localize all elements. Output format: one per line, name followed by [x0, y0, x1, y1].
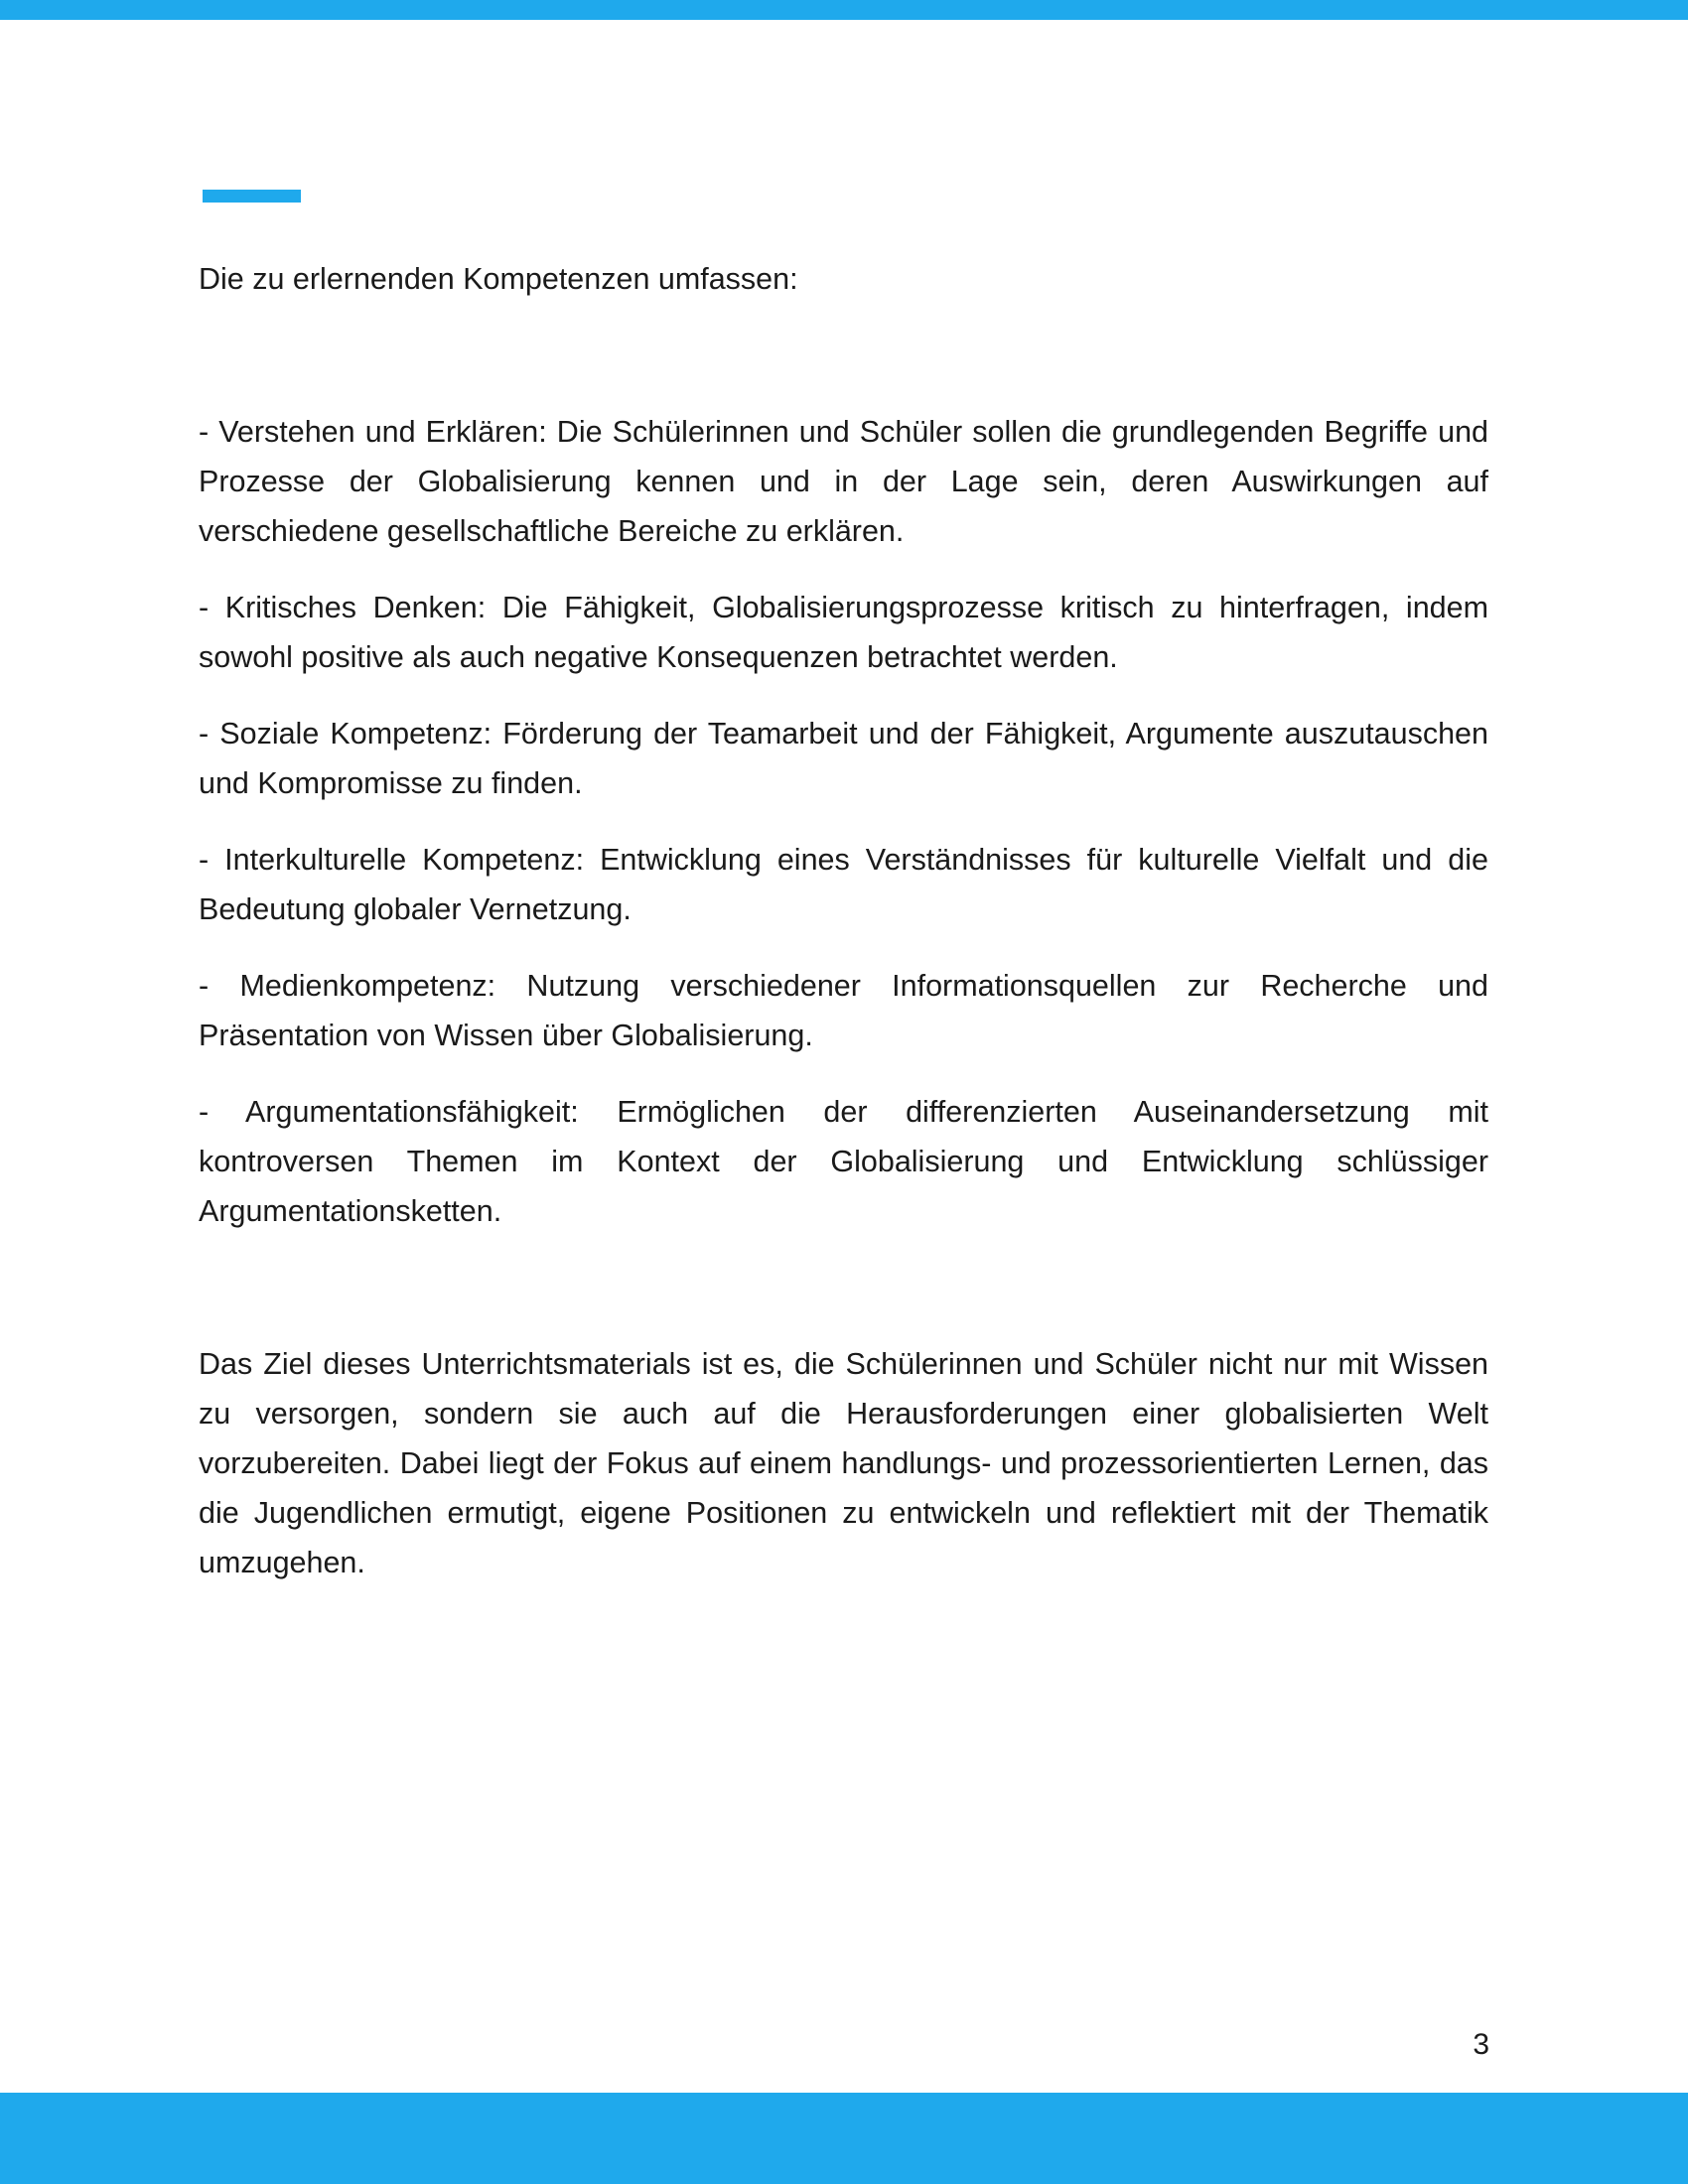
list-item: - Interkulturelle Kompetenz: Entwicklung eines Verständnisses für kulturelle Vielfalt und die Bedeutung globaler Vernetzung. [199, 843, 1488, 926]
section-accent-line [203, 190, 301, 203]
top-accent-bar [0, 0, 1688, 20]
competency-list [199, 407, 1488, 1236]
list-item: - Verstehen und Erklären: Die Schülerinnen und Schüler sollen die grundlegenden Begriffe und Prozesse der Globalisierung kennen und in der Lage sein, deren Auswirkungen auf verschiedene gesellschaftliche Bereiche zu erklären. [199, 415, 1488, 548]
bottom-accent-bar [0, 2093, 1688, 2184]
list-item: - Soziale Kompetenz: Förderung der Teamarbeit und der Fähigkeit, Argumente auszutauschen und Kompromisse zu finden. [199, 717, 1488, 800]
page-number: 3 [1473, 2028, 1489, 2061]
list-item: - Argumentationsfähigkeit: Ermöglichen der differenzierten Auseinandersetzung mit kontroversen Themen im Kontext der Globalisierung und Entwicklung schlüssiger Argumentationsketten. [199, 1095, 1488, 1228]
list-item: - Kritisches Denken: Die Fähigkeit, Globalisierungsprozesse kritisch zu hinterfragen, indem sowohl positive als auch negative Konsequenzen betrachtet werden. [199, 591, 1488, 674]
page-content [199, 254, 1488, 1587]
conclusion-paragraph: Das Ziel dieses Unterrichtsmaterials ist es, die Schülerinnen und Schüler nicht nur mit Wissen zu versorgen, sondern sie auch auf die Herausforderungen einer globalisierten Welt vorzubereiten. Dabei liegt der Fokus auf einem handlungs- und prozessorientierten Lernen, das die Jugendlichen ermutigt, eigene Positionen zu entwickeln und reflektiert mit der Thematik umzugehen. [199, 1347, 1488, 1579]
intro-text: Die zu erlernenden Kompetenzen umfassen: [199, 262, 798, 296]
list-item: - Medienkompetenz: Nutzung verschiedener Informationsquellen zur Recherche und Präsentation von Wissen über Globalisierung. [199, 969, 1488, 1052]
